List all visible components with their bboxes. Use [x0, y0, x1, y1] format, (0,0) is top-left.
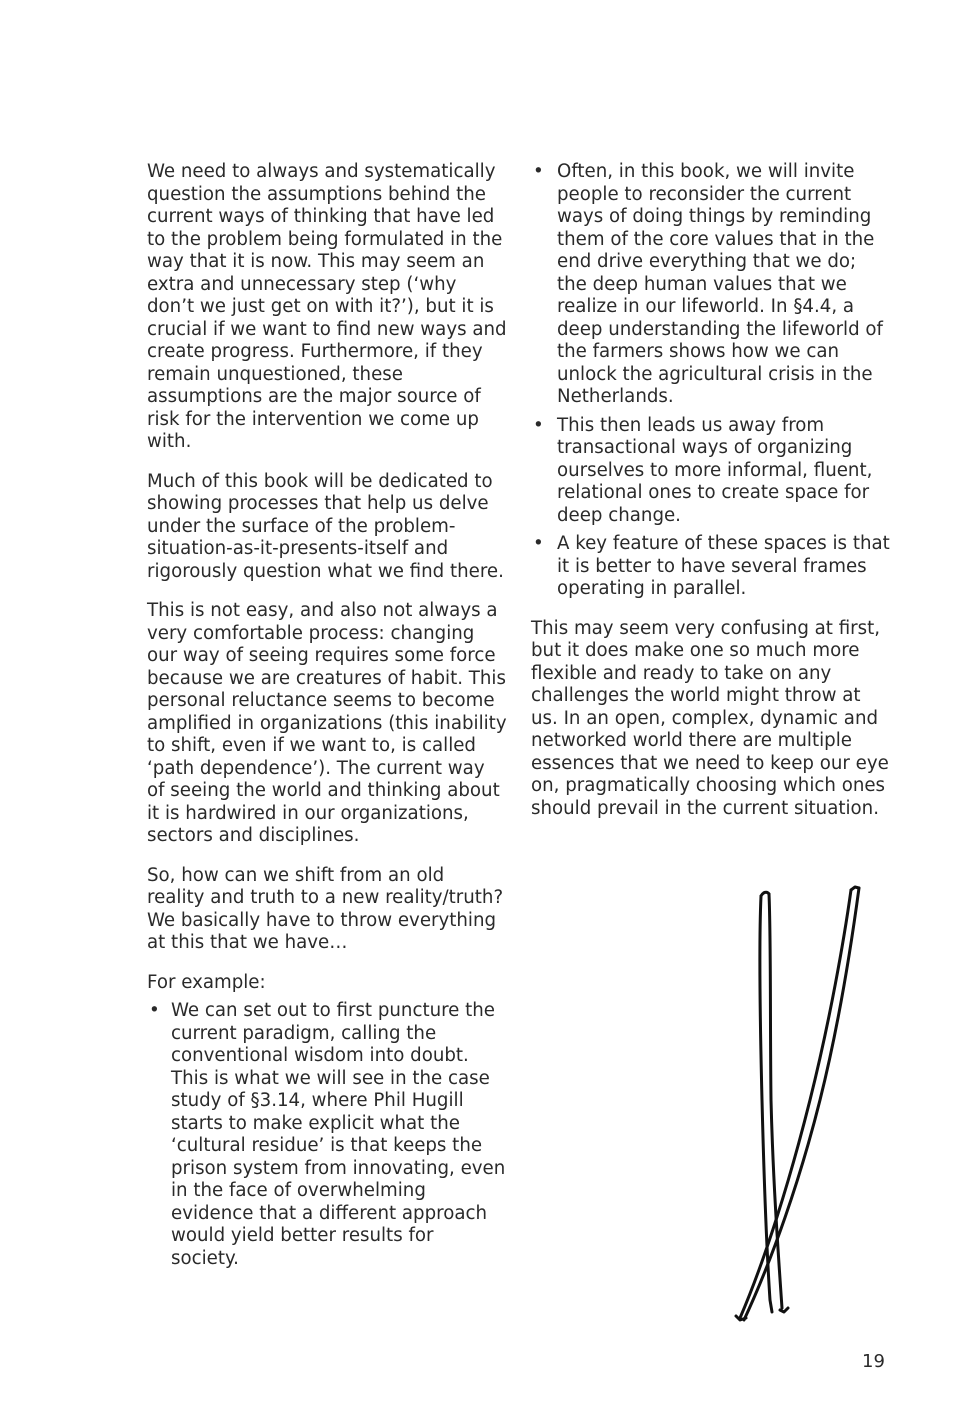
list-item: • A key feature of these spaces is that it is better to have several frames operating in parallel.: [531, 533, 891, 601]
list-item: • This then leads us away from transactional ways of organizing ourselves to more informal, fluent, relational ones to create space for deep change.: [531, 415, 891, 528]
paragraph: This may seem very confusing at first, but it does make one so much more flexible and ready to take on any challenges the world might throw at us. In an open, complex, dynamic and networked world there are multiple essences that we need to keep our eye on, pragmatically choosing which ones should prevail in the current situation.: [531, 617, 889, 819]
paragraph: So, how can we shift from an old reality and truth to a new reality/truth? We basically have to throw everything at this that we have…: [147, 864, 504, 953]
bullet-list: [531, 161, 891, 601]
paragraph: This is not easy, and also not always a very comfortable process: changing our way of seeing requires some force because we are creatures of habit. This personal reluctance seems to become amplified in organizations (this inability to shift, even if we want to, is called ‘path dependence’). The current way of seeing the world and thinking about it is hardwired in our organizations, sectors and disciplines.: [147, 600, 507, 846]
list-item: • We can set out to first puncture the current paradigm, calling the conventional wisdom into doubt. This is what we will see in the case study of §3.14, where Phil Hugill starts to make explicit what the ‘cultural residue’ is that keeps the prison system from innovating, even in the face of overwhelming evidence that a different approach would yield better results for society.: [147, 1000, 507, 1270]
paragraph: We need to always and systematically question the assumptions behind the current ways of thinking that have led to the problem being formulated in the way that it is now. This may seem an extra and unnecessary step (‘why don’t we just get on with it?’), but it is crucial if we want to find new ways and create progress. Furthermore, if they remain unquestioned, these assumptions are the major source of risk for the intervention we come up with.: [147, 161, 507, 452]
right-column: [531, 161, 891, 837]
bullet-list: [147, 1000, 507, 1270]
crossed-sticks-drawing: [720, 880, 880, 1330]
list-item: • Often, in this book, we will invite people to reconsider the current ways of doing things by reminding them of the core values that in the end drive everything that we do; the deep human values that we realize in our lifeworld. In §4.4, a deep understanding the lifeworld of the farmers shows how we can unlock the agricultural crisis in the Netherlands.: [531, 161, 891, 409]
paragraph: Much of this book will be dedicated to showing processes that help us delve under the surface of the problem-situation-as-it-presents-itself and rigorously question what we find there.: [147, 470, 504, 582]
page-number: 19: [862, 1351, 885, 1372]
paragraph: For example:: [147, 971, 266, 993]
left-column: [147, 161, 507, 1287]
